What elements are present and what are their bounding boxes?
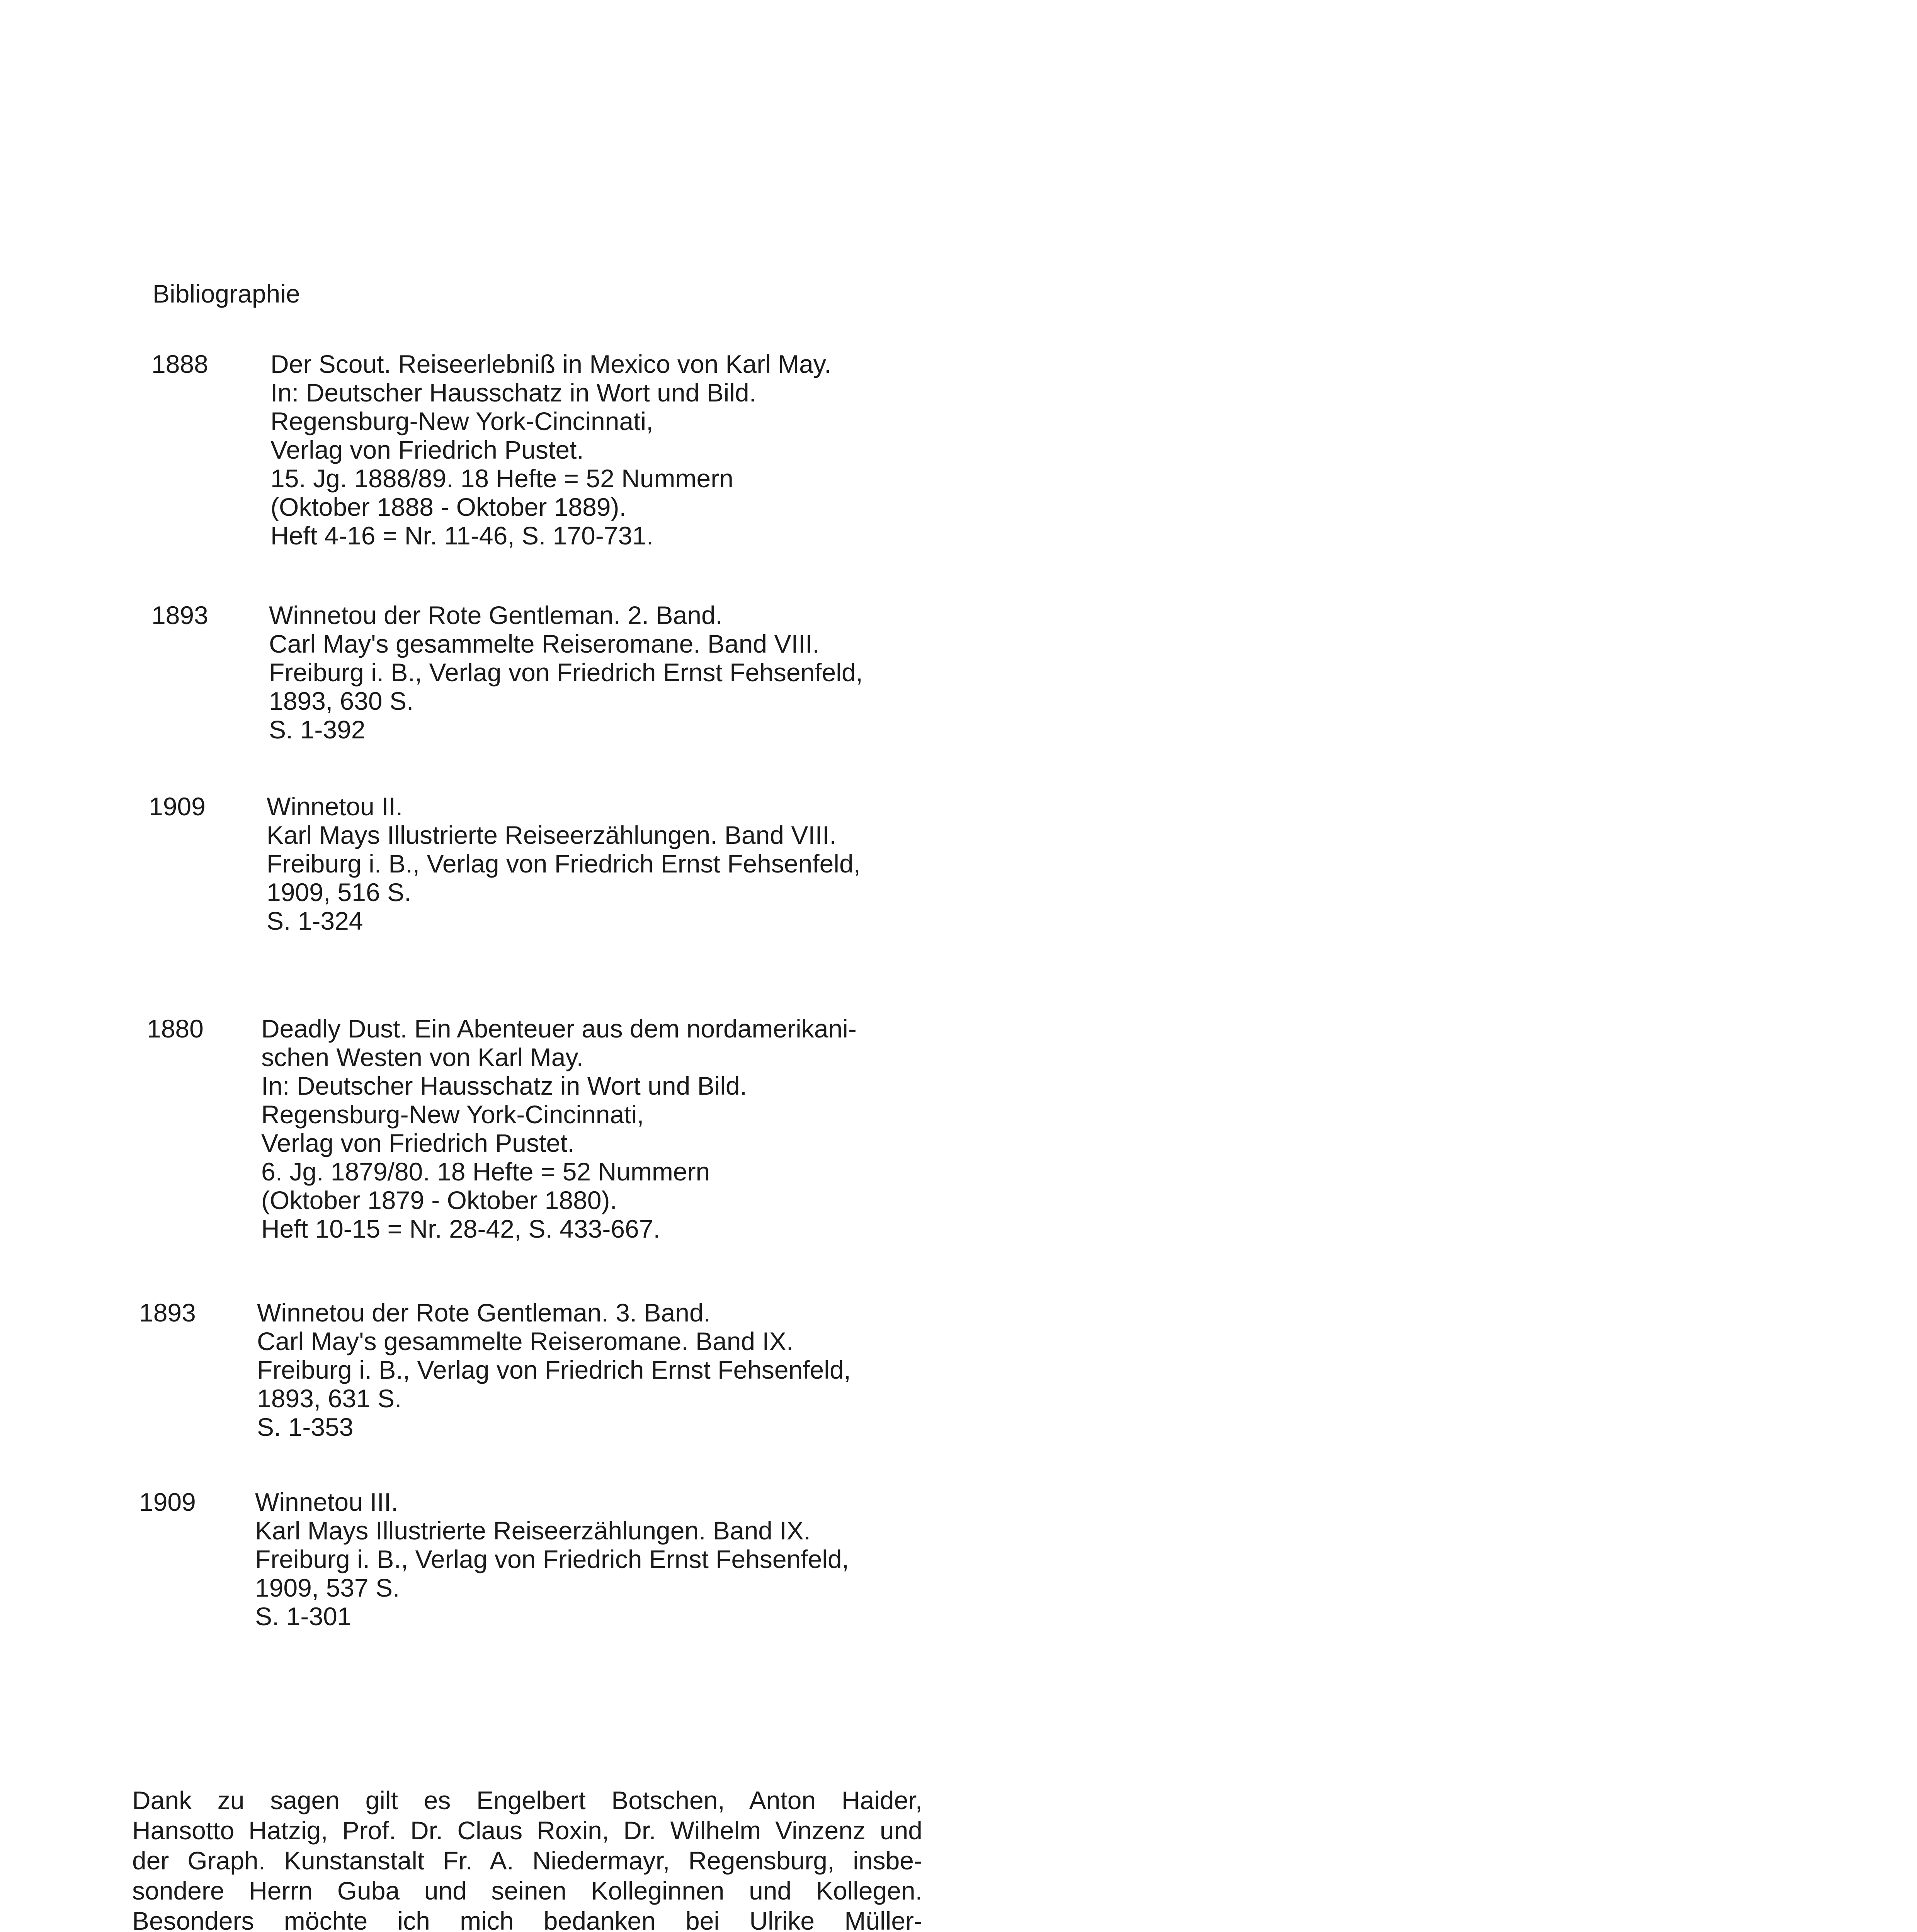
entry-line: Winnetou II.: [267, 792, 403, 821]
entry-line: Carl May's gesammelte Reiseromane. Band IX.: [257, 1327, 794, 1355]
entry-text: [270, 350, 831, 550]
entry-year: 1909: [139, 1488, 196, 1516]
entry-line: Heft 4-16 = Nr. 11-46, S. 170-731.: [270, 521, 654, 550]
entry-year: 1888: [151, 350, 208, 378]
entry-line: 1893, 630 S.: [269, 687, 414, 715]
entry-line: Heft 10-15 = Nr. 28-42, S. 433-667.: [261, 1214, 660, 1243]
entry-line: Regensburg-New York-Cincinnati,: [270, 407, 653, 435]
entry-text: [267, 792, 861, 935]
entry-line: S. 1-324: [267, 906, 363, 935]
entry-line: 15. Jg. 1888/89. 18 Hefte = 52 Nummern: [270, 464, 733, 493]
entry-year: 1893: [139, 1298, 196, 1327]
entry-line: Winnetou der Rote Gentleman. 3. Band.: [257, 1298, 711, 1327]
entry-line: Karl Mays Illustrierte Reiseerzählungen. Band VIII.: [267, 821, 837, 849]
entry-line: Karl Mays Illustrierte Reiseerzählungen. Band IX.: [255, 1516, 811, 1545]
entry-line: Winnetou der Rote Gentleman. 2. Band.: [269, 601, 723, 629]
entry-line: Verlag von Friedrich Pustet.: [270, 435, 584, 464]
entry-line: In: Deutscher Hausschatz in Wort und Bild.: [261, 1071, 747, 1100]
entry-line: 1909, 537 S.: [255, 1573, 400, 1602]
entry-year: 1880: [147, 1014, 204, 1043]
entry-line: 1893, 631 S.: [257, 1384, 402, 1413]
entry-line: 6. Jg. 1879/80. 18 Hefte = 52 Nummern: [261, 1157, 710, 1186]
entry-line: Freiburg i. B., Verlag von Friedrich Ernst Fehsenfeld,: [257, 1355, 851, 1384]
acknowledgement-line: Besonders möchte ich mich bedanken bei Ulrike Müller-: [132, 1906, 922, 1932]
entry-line: Freiburg i. B., Verlag von Friedrich Ernst Fehsenfeld,: [269, 658, 863, 687]
acknowledgement-line: Dank zu sagen gilt es Engelbert Botschen, Anton Haider,: [132, 1786, 922, 1815]
entry-text: [255, 1488, 849, 1631]
entry-line: In: Deutscher Hausschatz in Wort und Bild.: [270, 378, 757, 407]
entry-line: Regensburg-New York-Cincinnati,: [261, 1100, 644, 1129]
acknowledgement-line: sondere Herrn Guba und seinen Kolleginnen und Kollegen.: [132, 1876, 922, 1905]
entry-year: 1893: [151, 601, 208, 629]
entry-line: (Oktober 1888 - Oktober 1889).: [270, 493, 626, 521]
entry-line: Verlag von Friedrich Pustet.: [261, 1129, 575, 1157]
entry-line: S. 1-301: [255, 1602, 352, 1631]
entry-line: schen Westen von Karl May.: [261, 1043, 583, 1071]
entry-line: S. 1-392: [269, 715, 366, 744]
entry-text: [257, 1298, 851, 1441]
acknowledgement-line: der Graph. Kunstanstalt Fr. A. Niedermayr, Regensburg, insbe-: [132, 1846, 922, 1875]
entry-line: (Oktober 1879 - Oktober 1880).: [261, 1186, 617, 1214]
entry-line: Carl May's gesammelte Reiseromane. Band VIII.: [269, 629, 820, 658]
acknowledgement-paragraph: [132, 1785, 922, 1932]
entry-text: [269, 601, 863, 744]
entry-line: Der Scout. Reiseerlebniß in Mexico von Karl May.: [270, 350, 832, 378]
entry-line: Winnetou III.: [255, 1488, 398, 1516]
entry-line: Deadly Dust. Ein Abenteuer aus dem nordamerikani-: [261, 1014, 857, 1043]
entry-line: Freiburg i. B., Verlag von Friedrich Ernst Fehsenfeld,: [255, 1545, 849, 1573]
section-heading: Bibliographie: [153, 279, 300, 308]
entry-line: Freiburg i. B., Verlag von Friedrich Ernst Fehsenfeld,: [267, 849, 861, 878]
entry-year: 1909: [149, 792, 206, 821]
entry-line: 1909, 516 S.: [267, 878, 412, 906]
entry-text: [261, 1014, 857, 1243]
entry-line: S. 1-353: [257, 1413, 354, 1441]
acknowledgement-line: Hansotto Hatzig, Prof. Dr. Claus Roxin, Dr. Wilhelm Vinzenz und: [132, 1816, 922, 1845]
